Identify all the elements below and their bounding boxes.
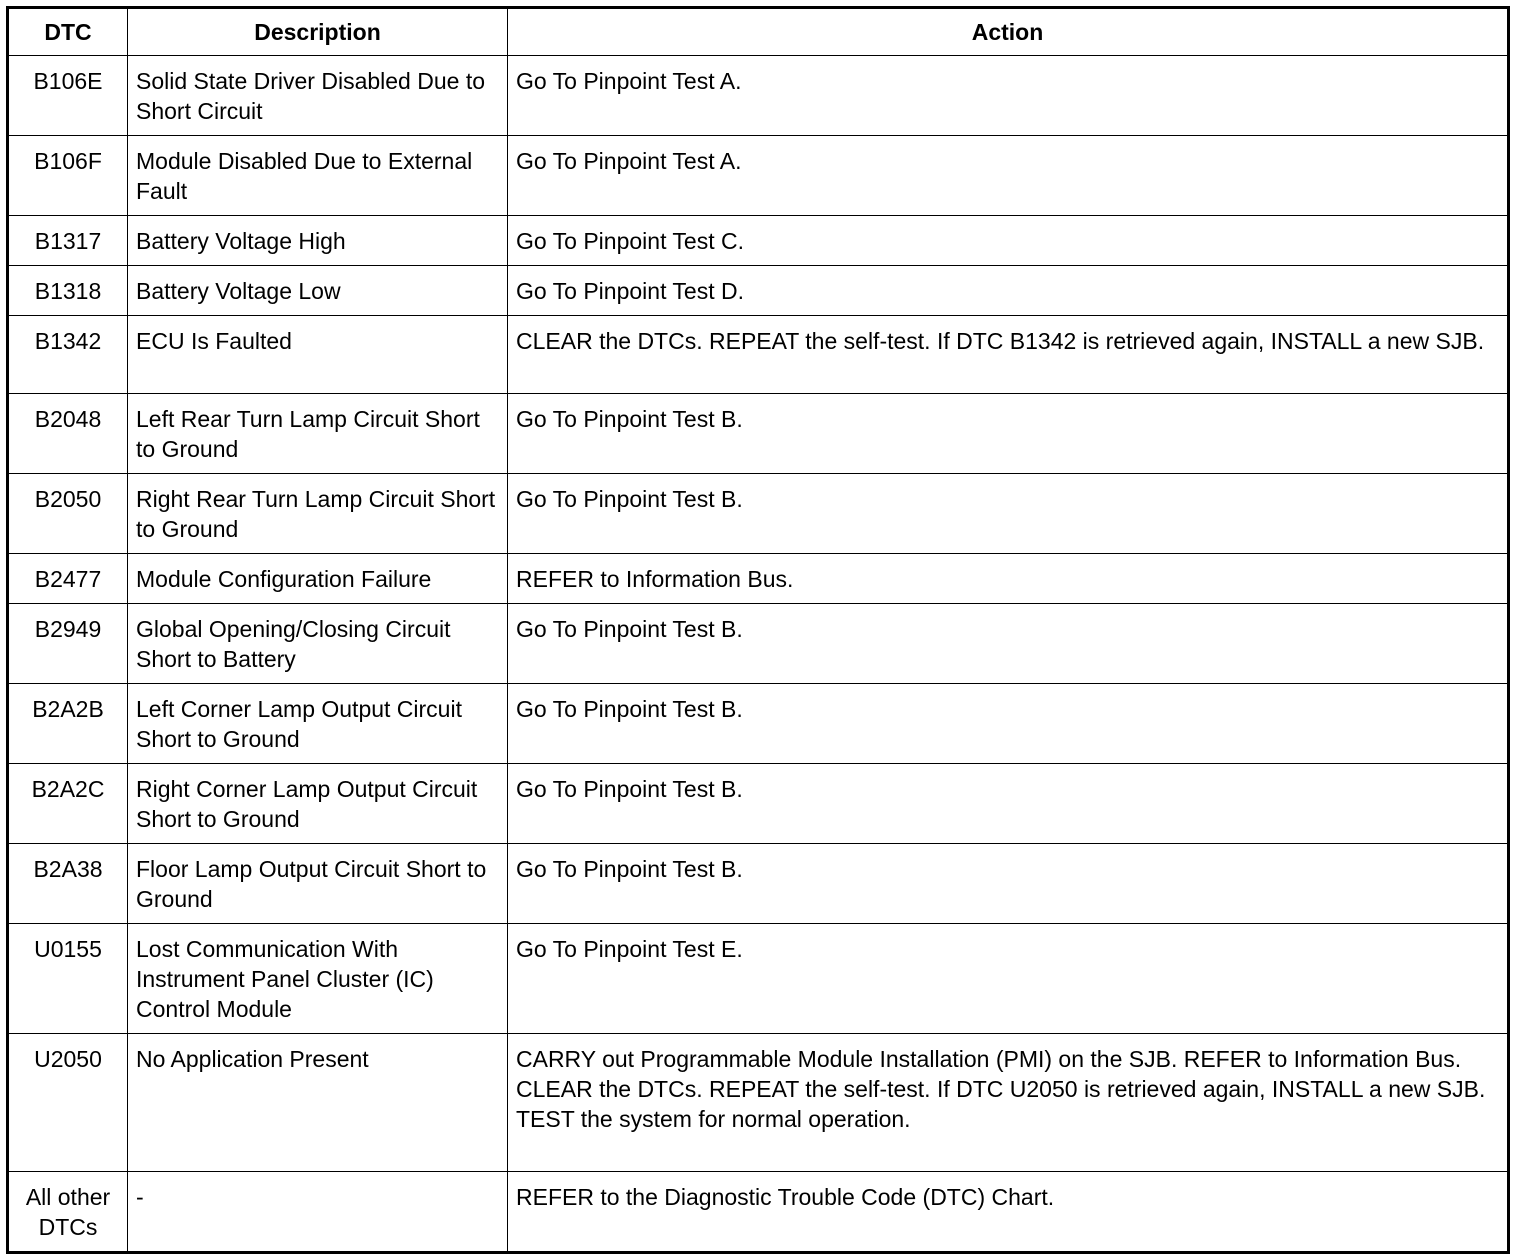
action-cell: CLEAR the DTCs. REPEAT the self-test. If DTC B1342 is retrieved again, INSTALL a new SJB. — [508, 316, 1509, 394]
description-cell: Left Rear Turn Lamp Circuit Short to Ground — [128, 394, 508, 474]
dtc-cell: B2050 — [8, 474, 128, 554]
table-row — [8, 604, 1509, 684]
action-cell: Go To Pinpoint Test A. — [508, 136, 1509, 216]
action-cell: Go To Pinpoint Test B. — [508, 684, 1509, 764]
table-row — [8, 924, 1509, 1034]
table-row — [8, 216, 1509, 266]
dtc-cell: All other DTCs — [8, 1172, 128, 1253]
description-cell: Module Disabled Due to External Fault — [128, 136, 508, 216]
dtc-cell: U0155 — [8, 924, 128, 1034]
table-row — [8, 844, 1509, 924]
dtc-table — [6, 6, 1510, 1254]
description-cell: Right Rear Turn Lamp Circuit Short to Ground — [128, 474, 508, 554]
dtc-cell: U2050 — [8, 1034, 128, 1172]
table-row — [8, 764, 1509, 844]
dtc-cell: B1318 — [8, 266, 128, 316]
header-row — [8, 8, 1509, 56]
dtc-cell: B1317 — [8, 216, 128, 266]
table-row — [8, 136, 1509, 216]
table-row — [8, 56, 1509, 136]
dtc-cell: B2A38 — [8, 844, 128, 924]
dtc-cell: B106F — [8, 136, 128, 216]
description-cell: Lost Communication With Instrument Panel Cluster (IC) Control Module — [128, 924, 508, 1034]
dtc-cell: B2048 — [8, 394, 128, 474]
action-cell: REFER to Information Bus. — [508, 554, 1509, 604]
description-cell: Left Corner Lamp Output Circuit Short to Ground — [128, 684, 508, 764]
description-cell: - — [128, 1172, 508, 1253]
action-cell: Go To Pinpoint Test B. — [508, 474, 1509, 554]
table-row — [8, 394, 1509, 474]
table-row — [8, 554, 1509, 604]
action-cell: Go To Pinpoint Test D. — [508, 266, 1509, 316]
dtc-cell: B2949 — [8, 604, 128, 684]
action-cell: Go To Pinpoint Test B. — [508, 604, 1509, 684]
table-row — [8, 474, 1509, 554]
table-row — [8, 266, 1509, 316]
description-cell: ECU Is Faulted — [128, 316, 508, 394]
header-action: Action — [508, 8, 1509, 56]
action-cell: Go To Pinpoint Test B. — [508, 394, 1509, 474]
description-cell: No Application Present — [128, 1034, 508, 1172]
action-cell: Go To Pinpoint Test C. — [508, 216, 1509, 266]
description-cell: Global Opening/Closing Circuit Short to Battery — [128, 604, 508, 684]
dtc-cell: B106E — [8, 56, 128, 136]
action-cell: Go To Pinpoint Test E. — [508, 924, 1509, 1034]
action-cell: Go To Pinpoint Test B. — [508, 844, 1509, 924]
table-row — [8, 316, 1509, 394]
table-row — [8, 684, 1509, 764]
action-cell: Go To Pinpoint Test A. — [508, 56, 1509, 136]
table-row — [8, 1172, 1509, 1253]
dtc-cell: B2477 — [8, 554, 128, 604]
action-cell: Go To Pinpoint Test B. — [508, 764, 1509, 844]
description-cell: Module Configuration Failure — [128, 554, 508, 604]
description-cell: Floor Lamp Output Circuit Short to Ground — [128, 844, 508, 924]
description-cell: Battery Voltage Low — [128, 266, 508, 316]
dtc-cell: B1342 — [8, 316, 128, 394]
header-dtc: DTC — [8, 8, 128, 56]
action-cell: CARRY out Programmable Module Installation (PMI) on the SJB. REFER to Information Bus. CLEAR the DTCs. REPEAT the self-test. If DTC U2050 is retrieved again, INSTALL a new SJB. TEST the system for normal operation. — [508, 1034, 1509, 1172]
description-cell: Solid State Driver Disabled Due to Short Circuit — [128, 56, 508, 136]
description-cell: Battery Voltage High — [128, 216, 508, 266]
table-row — [8, 1034, 1509, 1172]
action-cell: REFER to the Diagnostic Trouble Code (DTC) Chart. — [508, 1172, 1509, 1253]
header-description: Description — [128, 8, 508, 56]
description-cell: Right Corner Lamp Output Circuit Short to Ground — [128, 764, 508, 844]
dtc-cell: B2A2C — [8, 764, 128, 844]
dtc-cell: B2A2B — [8, 684, 128, 764]
